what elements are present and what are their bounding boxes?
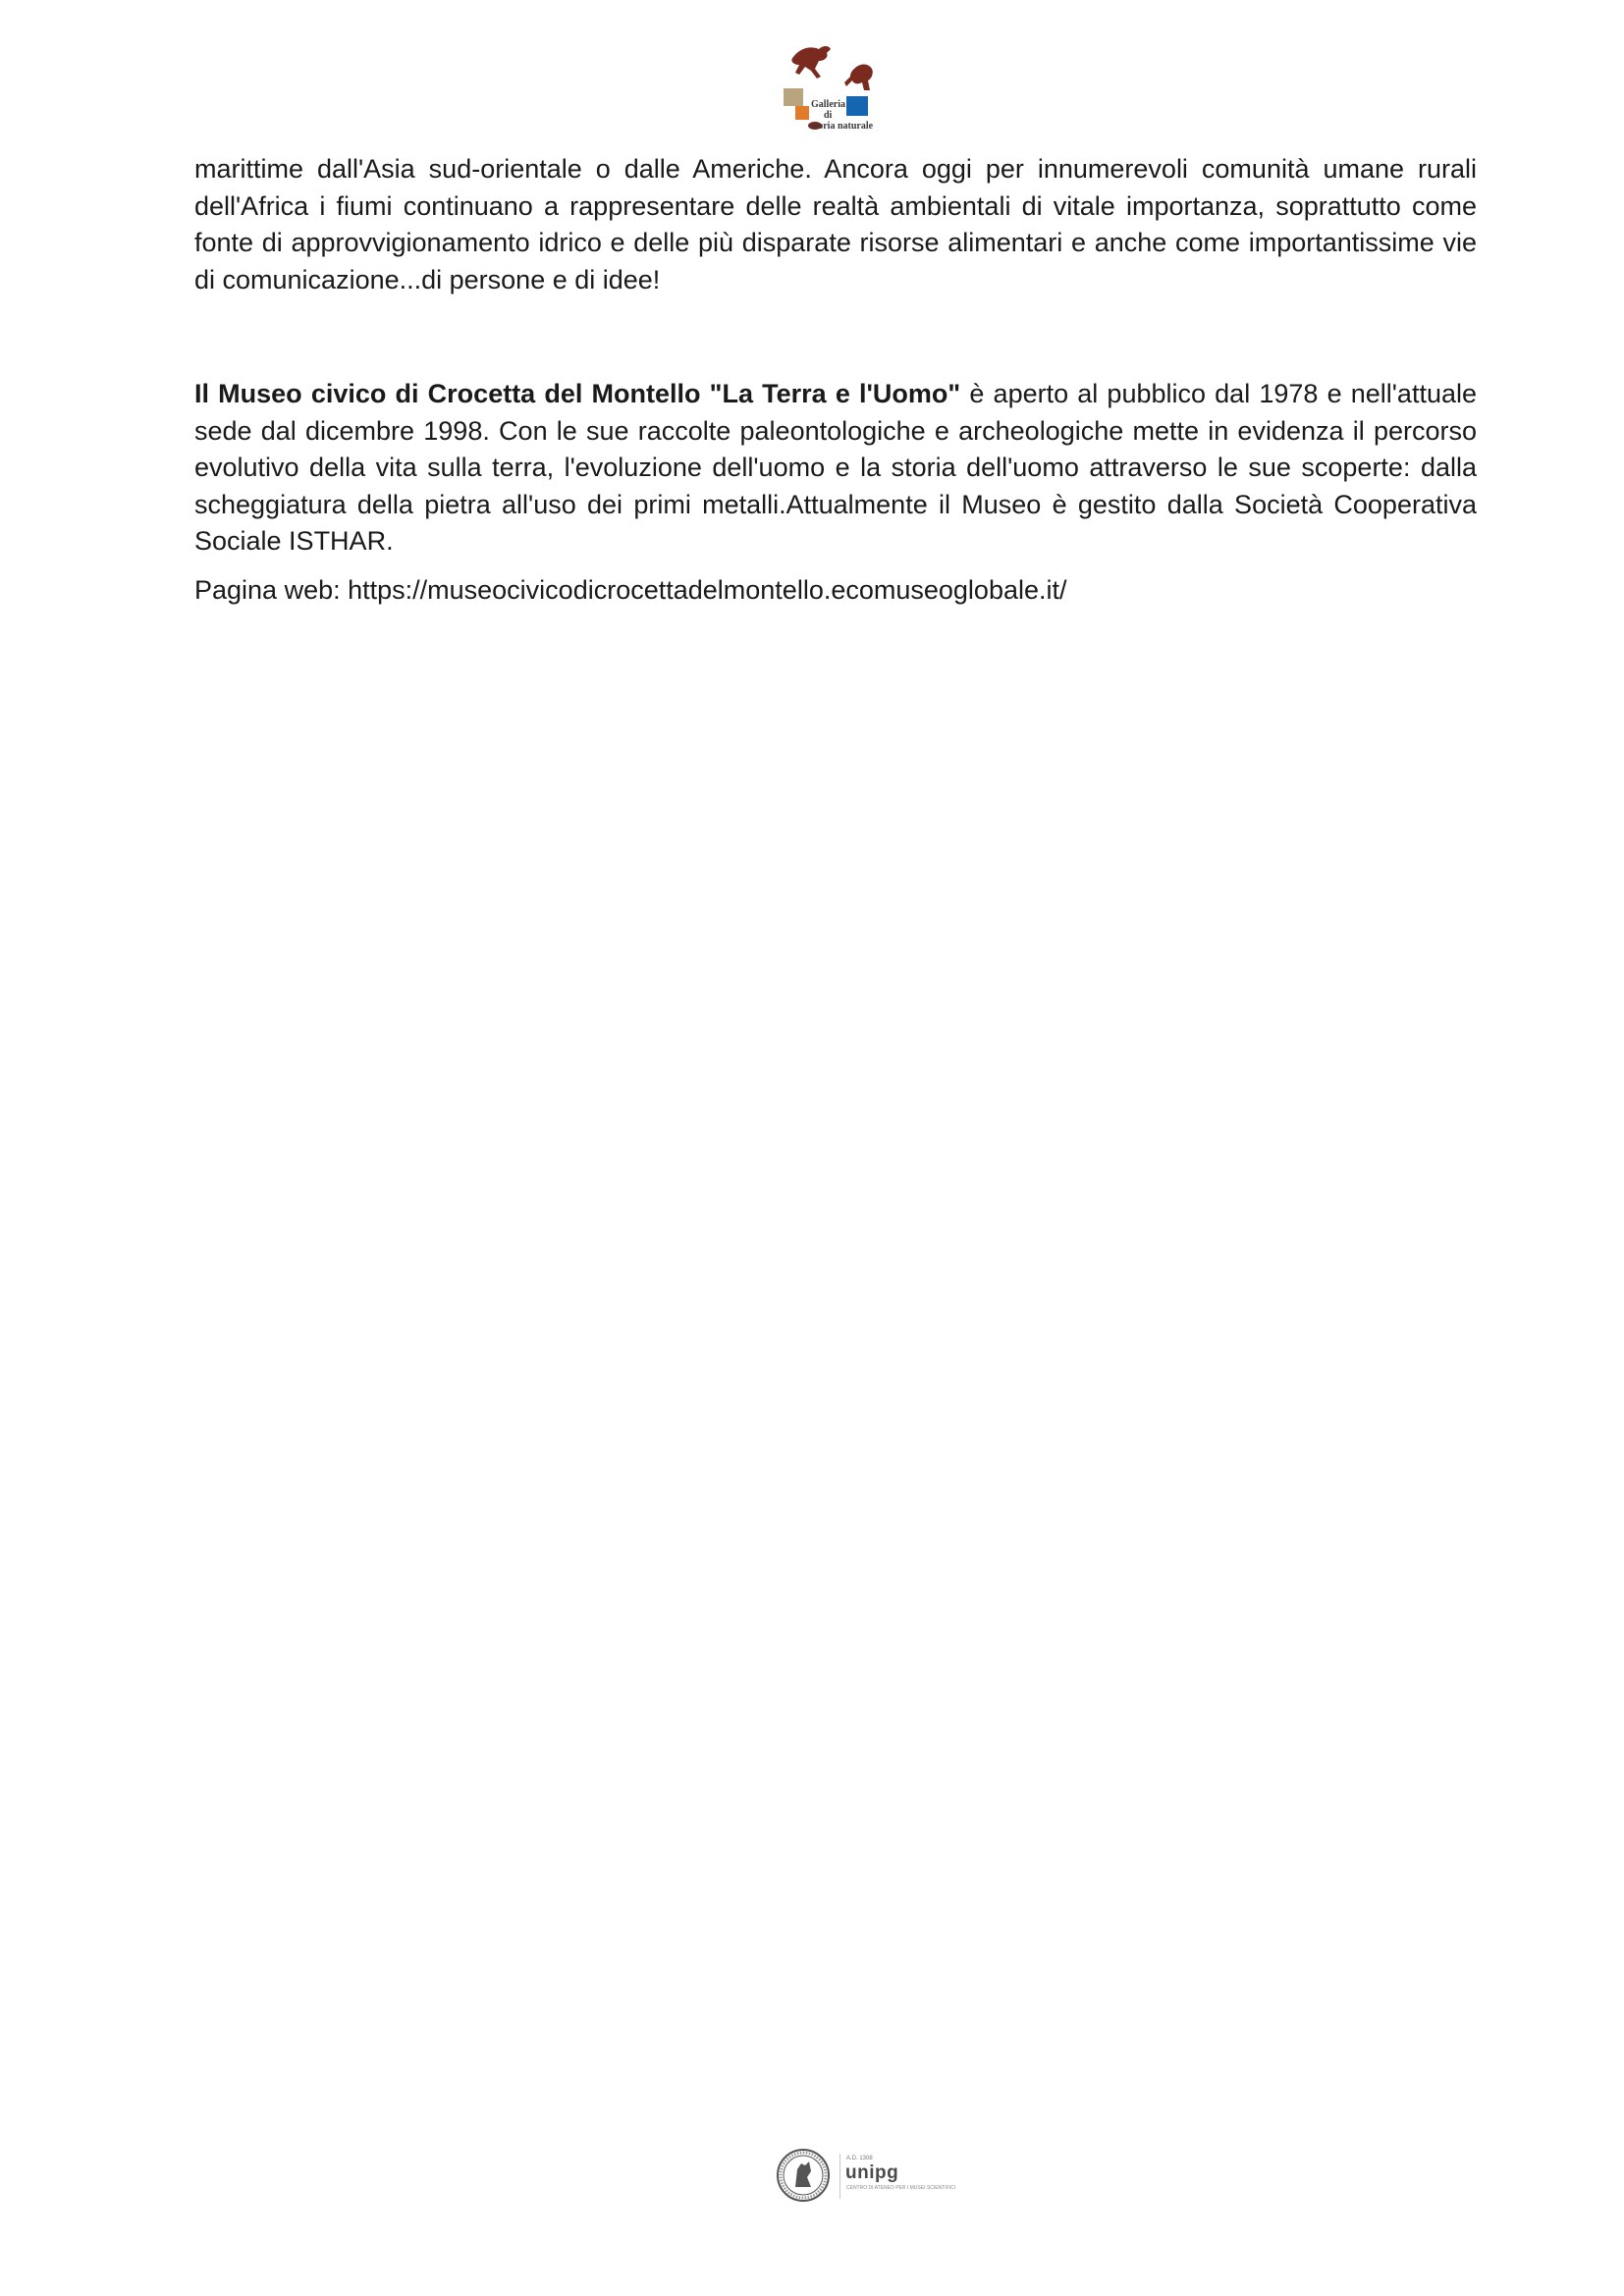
logo-text-line-3: storia naturale bbox=[811, 121, 874, 132]
logo-text-line-1: Galleria bbox=[811, 99, 845, 110]
logo-beige-square bbox=[784, 88, 803, 106]
galleria-logo bbox=[776, 39, 903, 137]
logo-monkey-silhouette bbox=[844, 65, 873, 91]
unipg-est-text: A.D. 1308 bbox=[846, 2156, 873, 2162]
unipg-wordmark: unipg bbox=[845, 2163, 899, 2183]
footer-logos bbox=[776, 2144, 956, 2213]
museum-webpage-line: Pagina web: https://museocivicodicrocettadelmontello.ecomuseoglobale.it/ bbox=[194, 574, 1067, 605]
logo-blue-square bbox=[846, 96, 868, 116]
museum-name-bold: Il Museo civico di Crocetta del Montello "La Terra e l'Uomo" bbox=[194, 379, 961, 408]
unipg-subtitle: CENTRO DI ATENEO PER I MUSEI SCIENTIFICI bbox=[846, 2185, 956, 2191]
logo-text-line-2: di bbox=[824, 110, 833, 121]
paragraph-spacer bbox=[194, 298, 1477, 376]
paragraph-museum-description bbox=[194, 376, 1477, 561]
logo-leaping-cat-silhouette bbox=[791, 46, 831, 79]
paragraph-rivers-africa: marittime dall'Asia sud-orientale o dalle Americhe. Ancora oggi per innumerevoli comunità umane rurali dell'Africa i fiumi continuano a rappresentare delle realtà ambientali di vitale importanza, soprattutto come fonte di approvvigionamento idrico e delle più disparate risorse alimentari e anche come importantissime vie di comunicazione...di persone e di idee! bbox=[194, 154, 1477, 294]
document-body bbox=[194, 151, 1477, 609]
museum-description-text: è aperto al pubblico dal 1978 e nell'attuale sede dal dicembre 1998. Con le sue raccolte paleontologiche e archeologiche mette in evidenza il percorso evolutivo della vita sulla terra, l'evoluzione dell'uomo e la storia dell'uomo attraverso le sue scoperte: dalla scheggiatura della pietra all'uso dei primi metalli.Attualmente il Museo è gestito dalla Società Cooperativa Sociale ISTHAR. bbox=[194, 379, 1477, 556]
logo-orange-square bbox=[795, 106, 809, 120]
footer-divider bbox=[839, 2154, 840, 2199]
university-seal-icon bbox=[776, 2148, 831, 2203]
